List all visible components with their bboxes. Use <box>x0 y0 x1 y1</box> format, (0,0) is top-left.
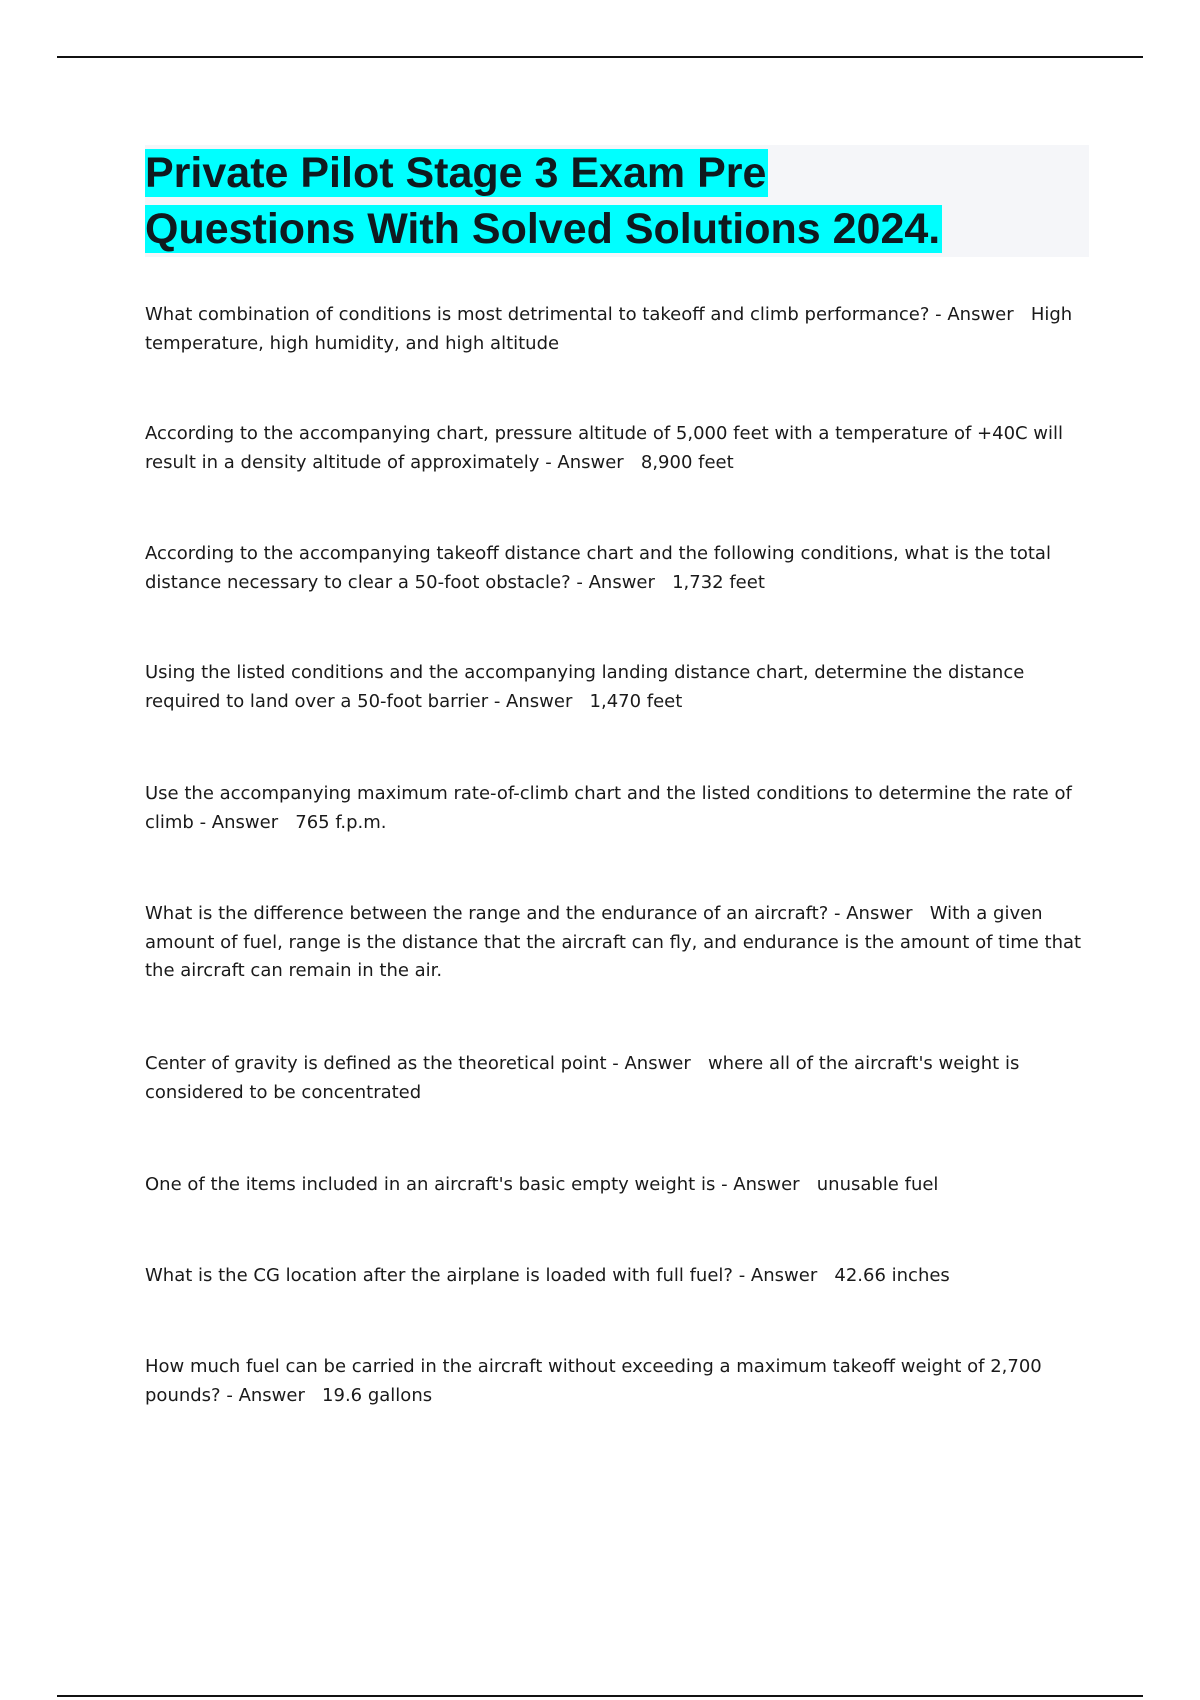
answer-label: - Answer <box>576 571 655 593</box>
question-text: According to the accompanying chart, pressure altitude of 5,000 feet with a temperature of +40C will result in a density altitude of approximately <box>145 423 1064 473</box>
qa-item <box>145 900 1085 986</box>
answer-text: 1,732 feet <box>672 571 765 593</box>
qa-item <box>145 780 1085 837</box>
answer-text: unusable fuel <box>816 1174 939 1195</box>
question-text: What is the CG location after the airplane is loaded with full fuel? <box>145 1265 733 1286</box>
title-block <box>145 145 1089 257</box>
answer-label: - Answer <box>721 1174 800 1195</box>
answer-label: - Answer <box>545 451 624 473</box>
answer-text: 19.6 gallons <box>322 1384 433 1406</box>
answer-label: - Answer <box>834 903 913 924</box>
answer-label: - Answer <box>738 1265 818 1286</box>
answer-text: High temperature, high humidity, and high altitude <box>145 304 1073 354</box>
answer-text: 1,470 feet <box>589 690 683 712</box>
answer-label: - Answer <box>935 304 1014 325</box>
question-text: Use the accompanying maximum rate-of-climb chart and the listed conditions to determine the rate of climb <box>145 783 1072 833</box>
qa-item <box>145 301 1085 358</box>
answer-text: 8,900 feet <box>640 451 734 473</box>
answer-text: 765 f.p.m. <box>295 811 387 833</box>
answer-label: - Answer <box>226 1384 305 1406</box>
qa-item <box>145 1171 1085 1200</box>
page-title <box>145 145 1089 257</box>
question-text: Center of gravity is defined as the theoretical point <box>145 1053 607 1074</box>
qa-item <box>145 1050 1085 1107</box>
question-text: How much fuel can be carried in the aircraft without exceeding a maximum takeoff weight of 2,700 pounds? <box>145 1356 1042 1406</box>
answer-label: - Answer <box>199 811 279 833</box>
question-text: What is the difference between the range and the endurance of an aircraft? <box>145 903 829 924</box>
question-text: Using the listed conditions and the accompanying landing distance chart, determine the distance required to land over a 50-foot barrier <box>145 662 1025 712</box>
question-text: What combination of conditions is most detrimental to takeoff and climb performance? <box>145 304 930 325</box>
title-line-2: Questions With Solved Solutions 2024. <box>145 205 941 253</box>
answer-text: where all of the aircraft's weight is considered to be concentrated <box>145 1053 1020 1103</box>
question-text: According to the accompanying takeoff distance chart and the following conditions, what is the total distance necessary to clear a 50-foot obstacle? <box>145 543 1051 593</box>
qa-item <box>145 1262 1085 1291</box>
qa-item <box>145 420 1085 477</box>
title-line-1: Private Pilot Stage 3 Exam Pre <box>145 149 767 197</box>
question-text: One of the items included in an aircraft's basic empty weight is <box>145 1174 716 1195</box>
answer-text: With a given amount of fuel, range is the distance that the aircraft can fly, and endurance is the amount of time that the aircraft can remain in the air. <box>145 903 1082 981</box>
qa-item <box>145 659 1085 716</box>
answer-text: 42.66 inches <box>834 1265 950 1286</box>
answer-label: - Answer <box>612 1053 691 1074</box>
answer-label: - Answer <box>493 690 573 712</box>
bottom-rule <box>57 1695 1143 1697</box>
qa-item <box>145 1353 1085 1410</box>
top-rule <box>57 56 1143 58</box>
qa-item <box>145 540 1085 597</box>
